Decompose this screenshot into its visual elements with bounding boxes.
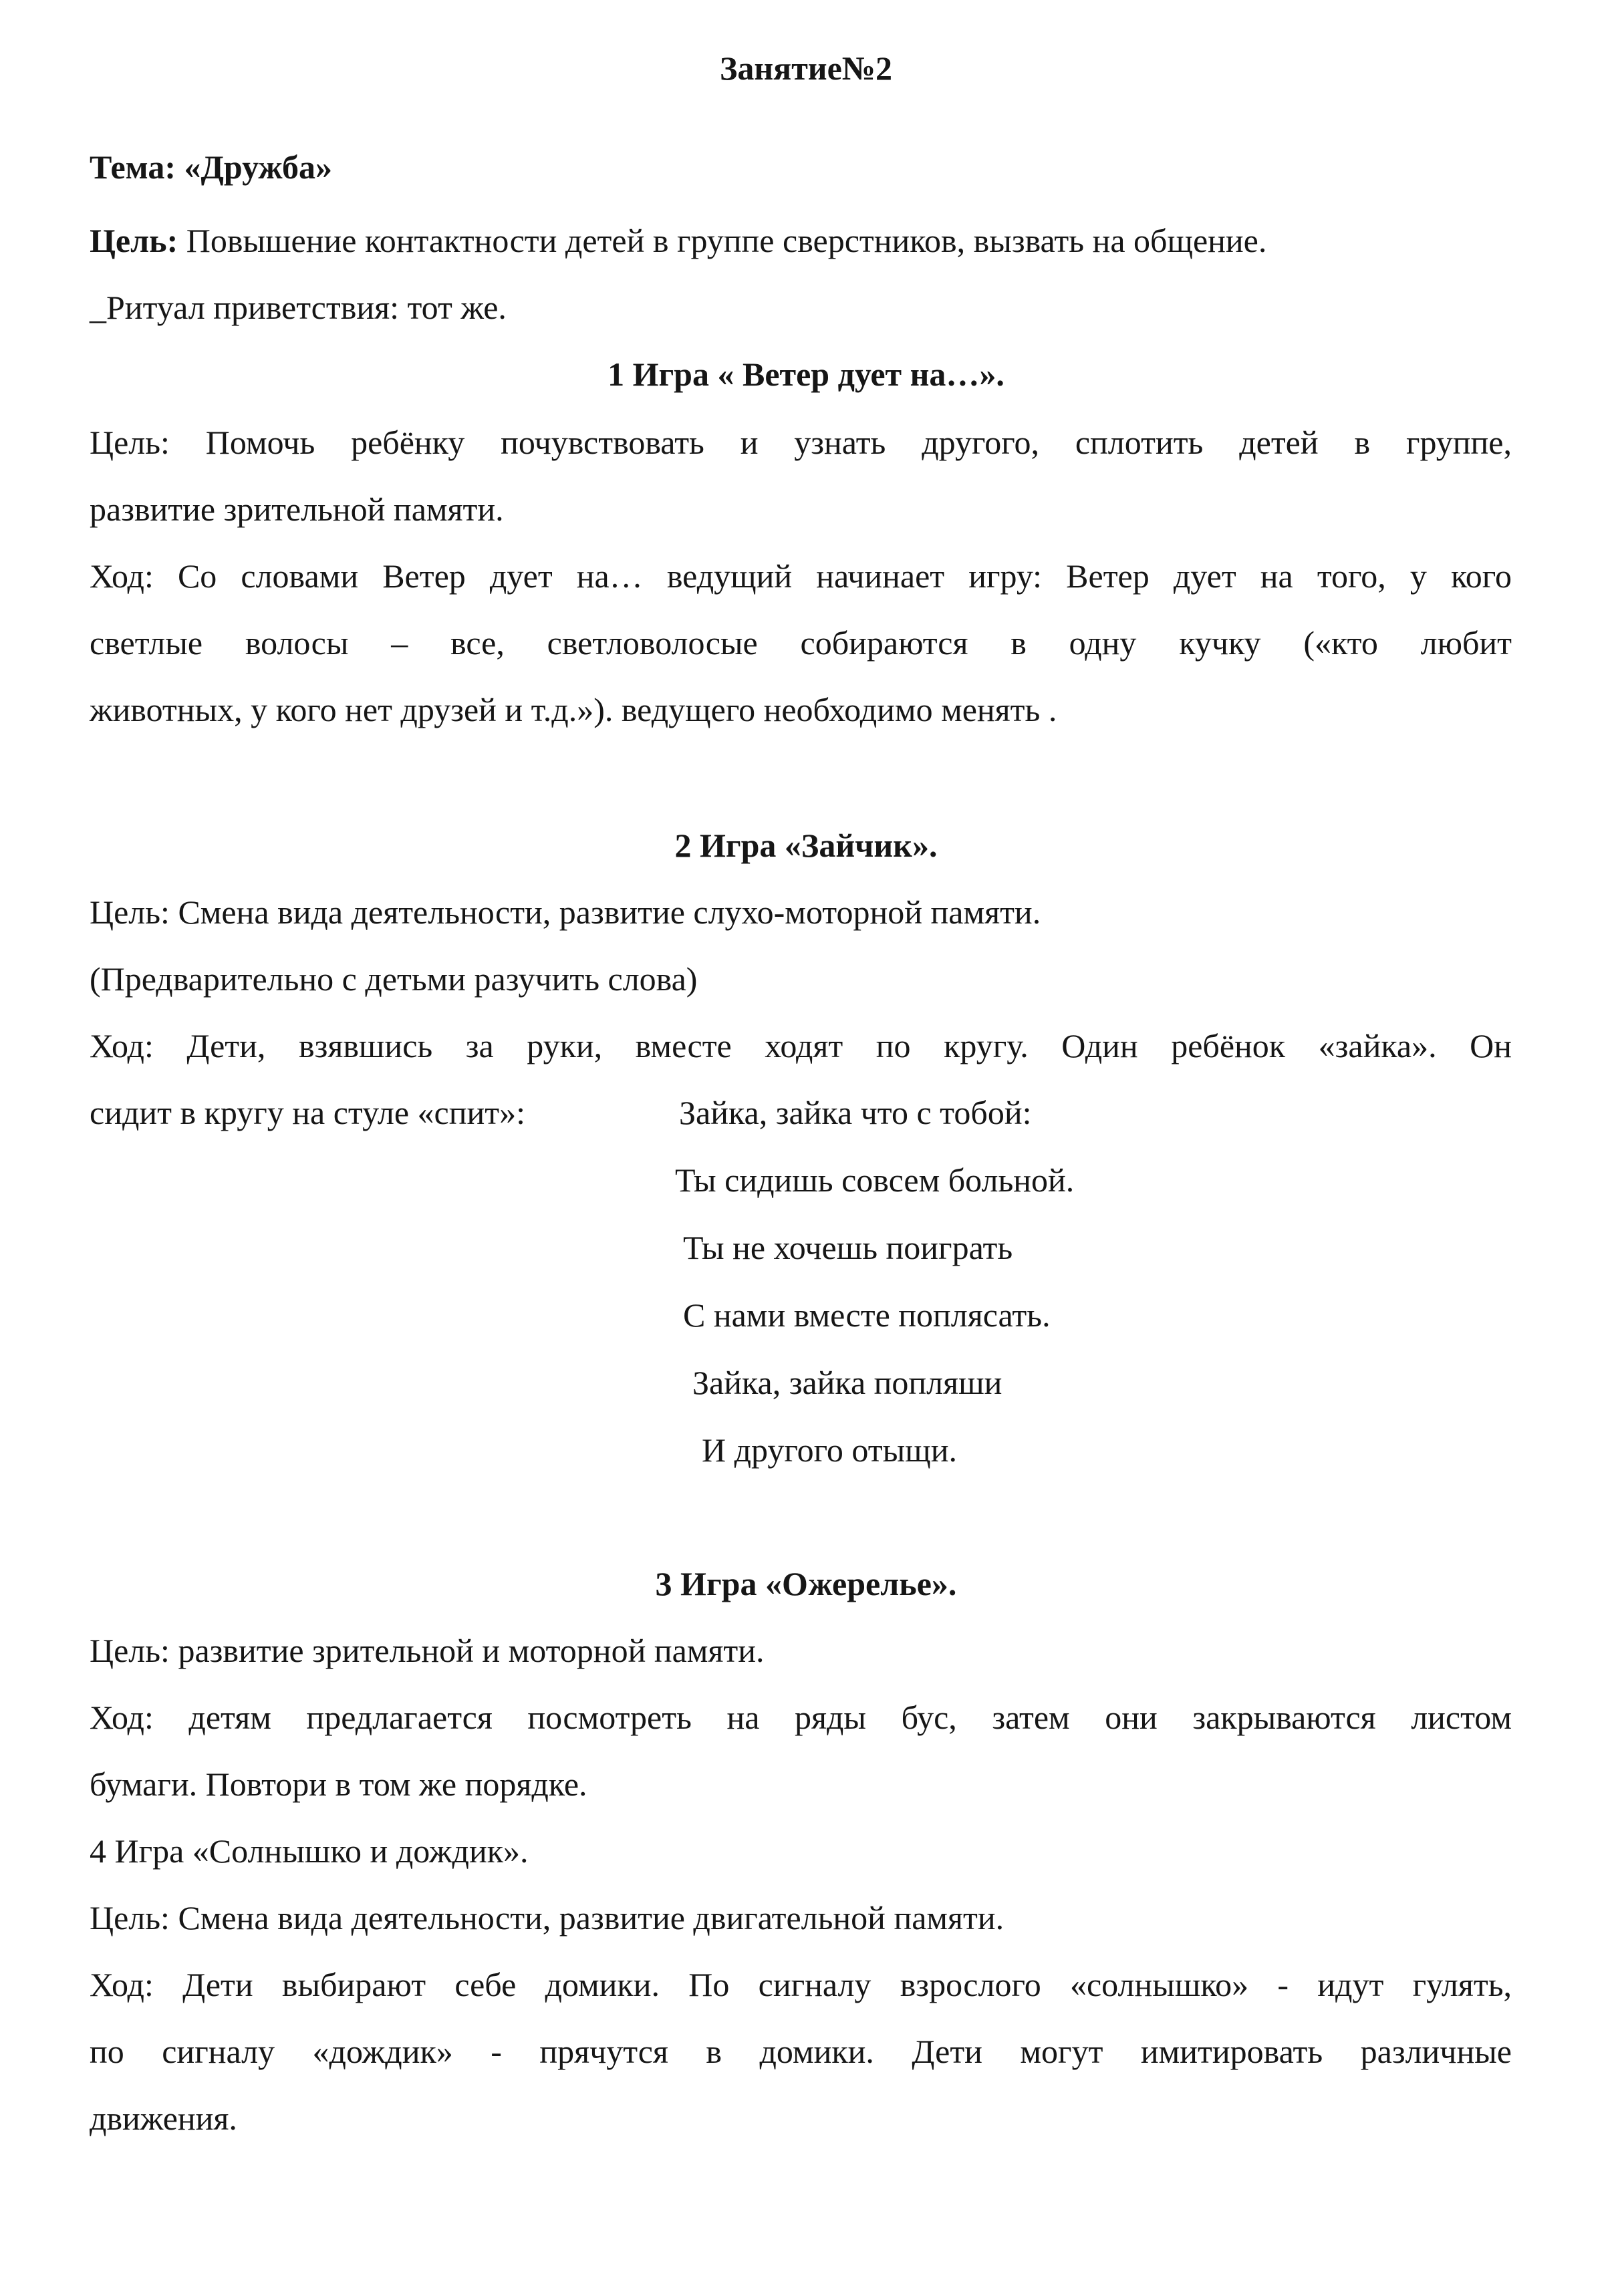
poem-line: Зайка, зайка что с тобой: [679,1094,1032,1131]
game4-goal-line: Цель: Смена вида деятельности, развитие двигательной памяти. [90,1899,1004,1936]
page-title: Занятие№2 [719,49,893,87]
topic-value: «Дружба» [184,148,332,186]
goal-line [90,207,1266,274]
game4-move-line: движения. [90,2100,237,2137]
poem-line: Ты сидишь совсем больной. [675,1161,1075,1199]
game3-heading: 3 Игра «Ожерелье». [655,1565,957,1602]
game3-move-line: Ход: детям предлагается посмотреть на ряды бус, затем они закрываются листом [90,1699,1512,1736]
game4-move-line: по сигналу «дождик» - прячутся в домики. Дети могут имитировать различные [90,2033,1512,2070]
game1-goal-line: развитие зрительной памяти. [90,490,504,528]
game4-heading: 4 Игра «Солнышко и дождик». [90,1832,529,1870]
game2-heading: 2 Игра «Зайчик». [674,827,938,864]
ritual-line: _Ритуал приветствия: тот же. [90,289,507,326]
game1-goal-line: Цель: Помочь ребёнку почувствовать и узнать другого, сплотить детей в группе, [90,424,1512,461]
game2-note-line: (Предварительно с детьми разучить слова) [90,960,698,998]
game4-move-line: Ход: Дети выбирают себе домики. По сигналу взрослого «солнышко» - идут гулять, [90,1966,1512,2003]
game3-goal-line: Цель: развитие зрительной и моторной памяти. [90,1632,765,1669]
game3-move-line: бумаги. Повтори в том же порядке. [90,1765,587,1803]
poem-line: Зайка, зайка попляши [692,1364,1002,1401]
goal-text: Повышение контактности детей в группе сверстников, вызвать на общение. [186,222,1267,259]
topic-label: Тема: [90,148,176,186]
topic-line [90,134,332,200]
game1-move-line: Ход: Со словами Ветер дует на… ведущий начинает игру: Ветер дует на того, у кого [90,557,1512,595]
poem-line: И другого отыщи. [702,1431,957,1469]
poem-line: С нами вместе поплясать. [683,1296,1051,1334]
game1-move-line: животных, у кого нет друзей и т.д.»). ведущего необходимо менять . [90,691,1057,728]
game1-heading: 1 Игра « Ветер дует на…». [608,355,1004,393]
poem-line: Ты не хочешь поиграть [683,1229,1013,1266]
game2-goal-line: Цель: Смена вида деятельности, развитие слухо-моторной памяти. [90,893,1041,931]
game2-move-line: Ход: Дети, взявшись за руки, вместе ходят по кругу. Один ребёнок «зайка». Он [90,1027,1512,1064]
game1-move-line: светлые волосы – все, светловолосые собираются в одну кучку («кто любит [90,624,1512,662]
game2-move-line: сидит в кругу на стуле «спит»: [90,1094,525,1131]
goal-label: Цель: [90,222,178,259]
